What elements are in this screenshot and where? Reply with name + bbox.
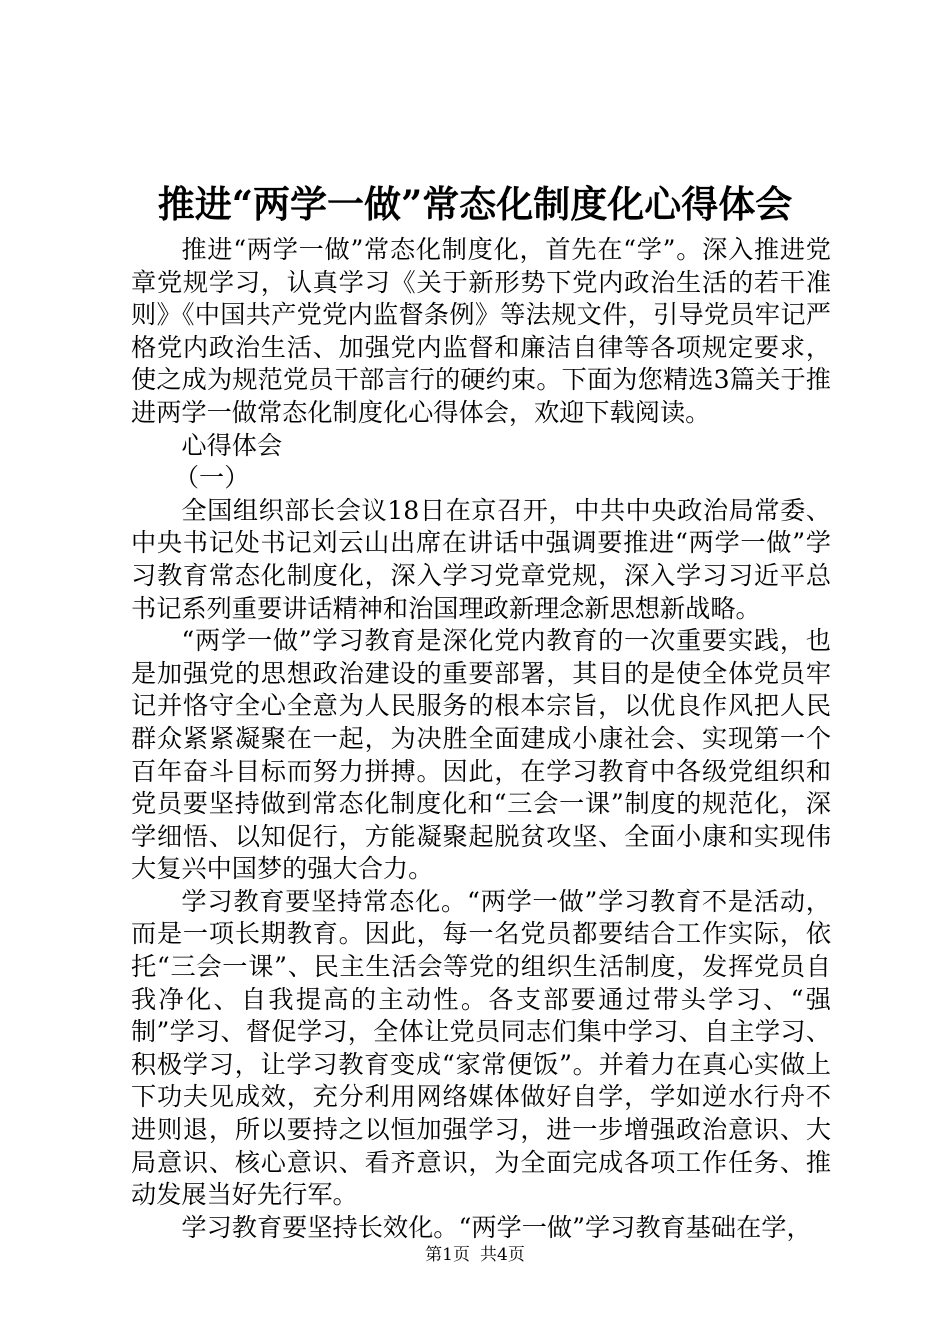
intro-paragraph: 推进“两学一做”常态化制度化，首先在“学”。深入推进党章党规学习，认真学习《关于新形势下党内政治生活的若干准则》《中国共产党党内监督条例》等法规文件，引导党员牢记严格党内政治生活、加强党内监督和廉洁自律等各项规定要求，使之成为规范党员干部言行的硬约束。下面为您精选3篇关于推进两学一做常态化制度化心得体会，欢迎下载阅读。 xyxy=(131,235,831,427)
section-heading: 心得体会 xyxy=(181,430,283,460)
page-number: 第1页 xyxy=(425,1245,470,1265)
body-paragraph-2: “两学一做”学习教育是深化党内教育的一次重要实践，也是加强党的思想政治建设的重要部署，其目的是使全体党员牢记并恪守全心全意为人民服务的根本宗旨，以优良作风把人民群众紧紧凝聚在一起，为决胜全面建成小康社会、实现第一个百年奋斗目标而努力拼搏。因此，在学习教育中各级党组织和党员要坚持做到常态化制度化和“三会一课”制度的规范化，深学细悟、以知促行，方能凝聚起脱贫攻坚、全面小康和实现伟大复兴中国梦的强大合力。 xyxy=(131,626,831,884)
body-paragraph-1: 全国组织部长会议18日在京召开，中共中央政治局常委、中央书记处书记刘云山出席在讲话中强调要推进“两学一做”学习教育常态化制度化，深入学习党章党规，深入学习习近平总书记系列重要讲话精神和治国理政新理念新思想新战略。 xyxy=(131,495,831,623)
section-number: （一） xyxy=(173,463,250,493)
document-title: 推进“两学一做”常态化制度化心得体会 xyxy=(157,182,793,226)
body-paragraph-3: 学习教育要坚持常态化。“两学一做”学习教育不是活动，而是一项长期教育。因此，每一名党员都要结合工作实际，依托“三会一课”、民主生活会等党的组织生活制度，发挥党员自我净化、自我提高的主动性。各支部要通过带头学习、“强制”学习、督促学习，全体让党员同志们集中学习、自主学习、积极学习，让学习教育变成“家常便饭”。并着力在真心实做上下功夫见成效，充分利用网络媒体做好自学，学如逆水行舟不进则退，所以要持之以恒加强学习，进一步增强政治意识、大局意识、核心意识、看齐意识，为全面完成各项工作任务、推动发展当好先行军。 xyxy=(131,886,831,1210)
page-total: 共4页 xyxy=(480,1245,525,1265)
document-body xyxy=(131,234,831,1244)
body-paragraph-4: 学习教育要坚持长效化。“两学一做”学习教育基础在学， xyxy=(181,1212,812,1242)
page-footer xyxy=(0,1244,950,1266)
